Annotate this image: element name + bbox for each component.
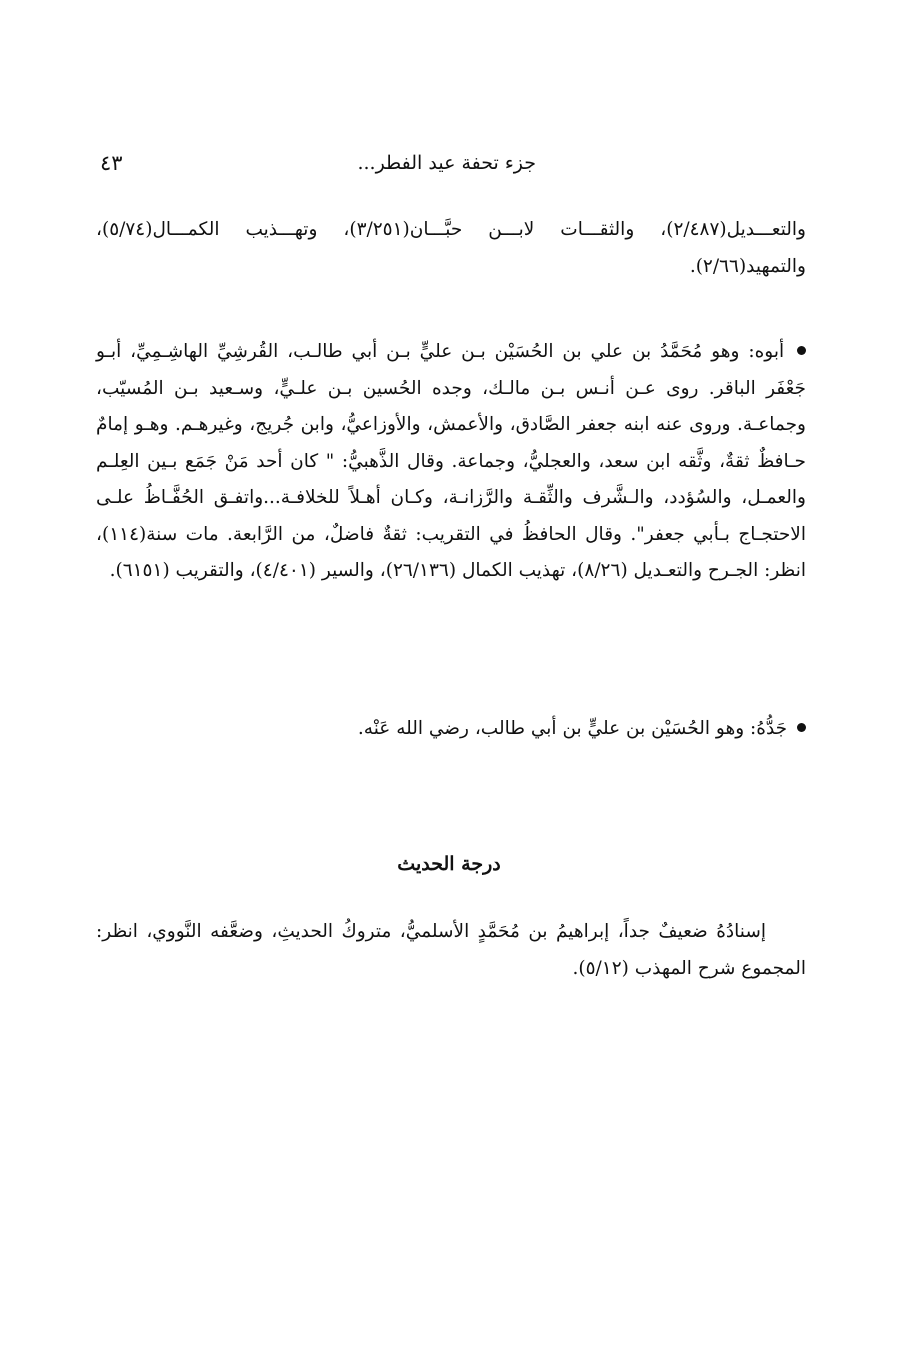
bullet-icon [797,346,806,355]
grading-paragraph [96,914,806,987]
references-continuation-text: والتعـــديل(٢/٤٨٧)، والثقـــات لابـــن حبَّـــان(٣/٢٥١)، وتهـــذيب الكمـــال(٥/٧٤)، والتمهيد(٢/٦٦). [96,219,806,277]
grandfather-text: جَدُّهُ: وهو الحُسَيْن بن عليٍّ بن أبي طالب، رضي الله عَنْه. [357,718,788,739]
page-number: ٤٣ [100,151,123,175]
running-header [100,148,806,178]
grading-text: إسنادُهُ ضعيفٌ جداً، إبراهيمُ بن مُحَمَّدٍ الأسلميُّ، متروكُ الحديثِ، وضعَّفه النَّووي، انظر: المجموع شرح المهذب (٥/١٢). [96,921,806,979]
section-heading: درجة الحديث [397,853,501,875]
father-text: أبوه: وهو مُحَمَّدُ بن علي بن الحُسَيْن بـن عليٍّ بـن أبي طالـب، القُرشِيِّ الهاشِـمِيِّ، أبـو جَعْفَر الباقر. روى عـن أنـس بـن مالـك، وجده الحُسين بـن علـيٍّ، وسـعيد بـن المُسيّب، وجماعـة. وروى عنه ابنه جعفر الصَّادق، والأعمش، والأوزاعيُّ، وابن جُريج، وغيرهـم. وهـو إمامٌ حـافظٌ ثقةٌ، وثَّقه ابن سعد، والعجليُّ، وجماعة. وقال الذَّهبيُّ: " كان أحد مَنْ جَمَع بـين العِلـم والعمـل، والسُؤدد، والـشَّرف والثِّقـة والرَّزانـة، وكـان أهـلاً للخلافـة...واتفـق الحُفَّـاظُ علـى الاحتجـاج بـأبي جعفر". وقال الحافظُ في التقريب: ثقةٌ فاضلٌ، من الرَّابعة. مات سنة(١١٤)، انظر: الجـرح والتعـديل (٨/٢٦)، تهذيب الكمال (٢٦/١٣٦)، والسير (٤/٤٠١)، والتقريب (٦١٥١). [96,341,806,581]
father-paragraph [96,334,806,590]
references-continuation-paragraph [96,212,806,285]
running-title: جزء تحفة عيد الفطر... [357,152,536,174]
grandfather-paragraph [96,711,806,748]
bullet-icon [797,723,806,732]
